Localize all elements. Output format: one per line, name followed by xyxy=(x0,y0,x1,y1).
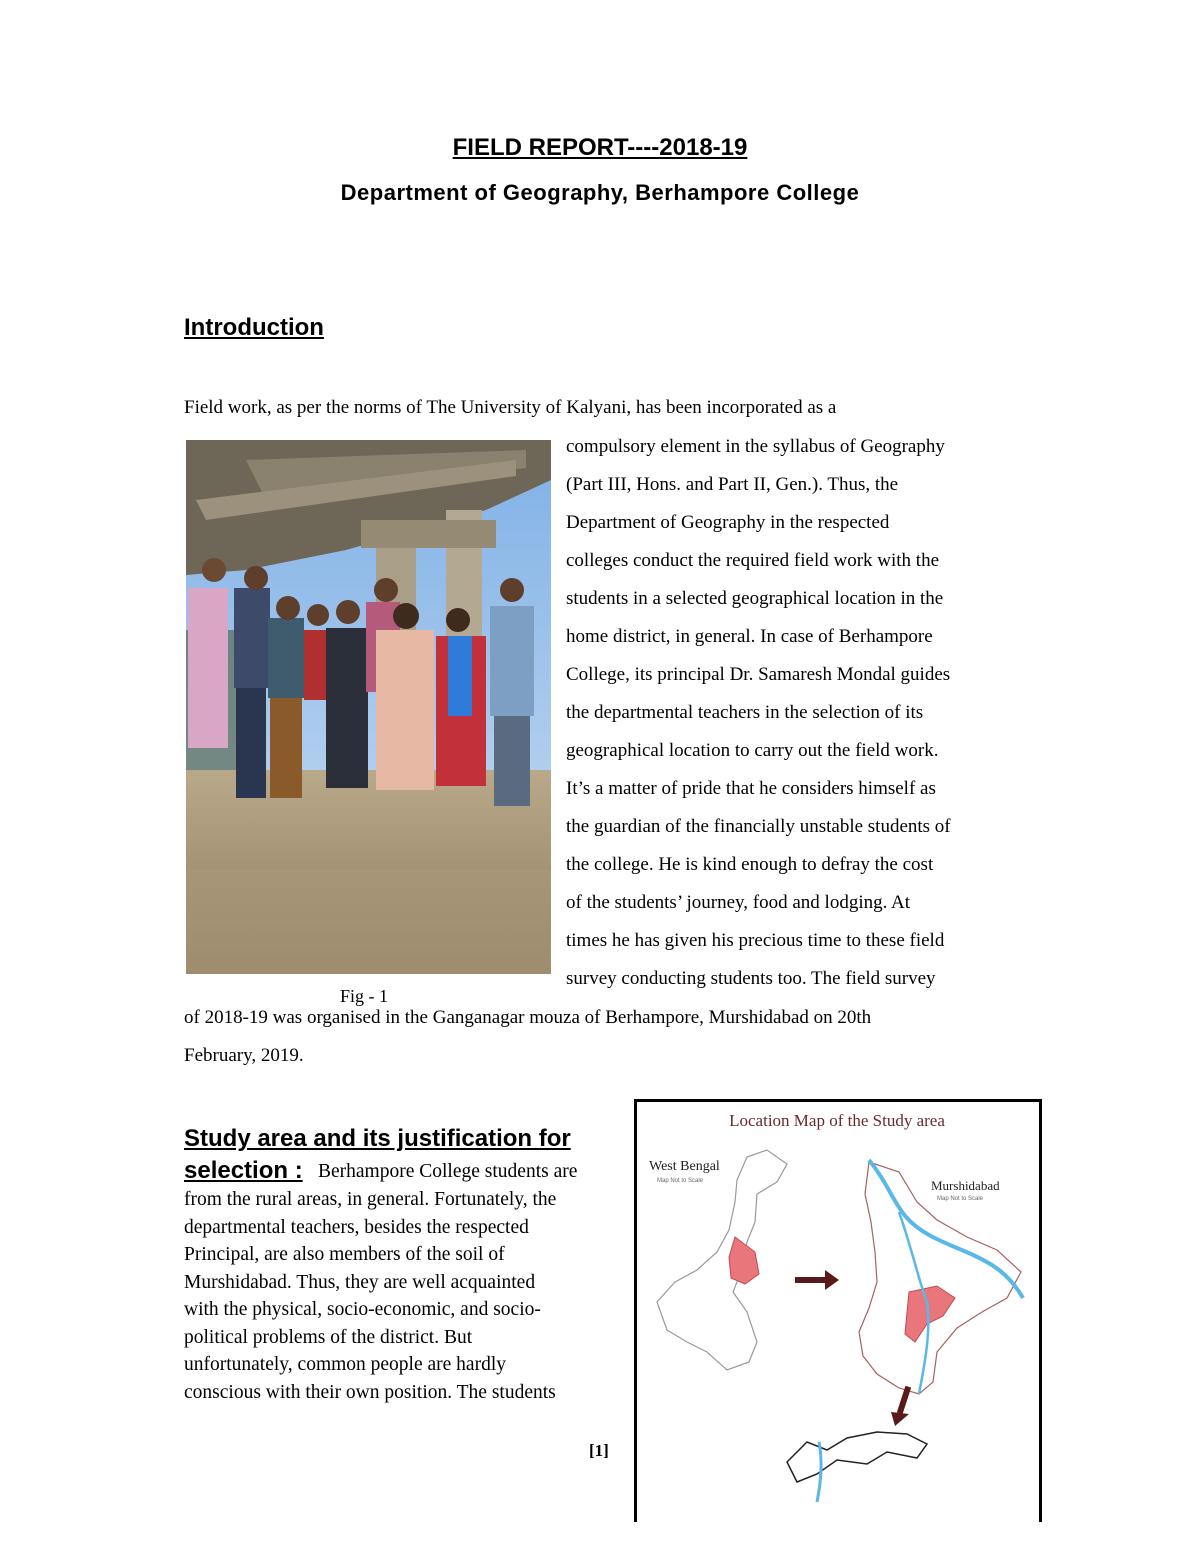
map-right-sublabel: Map Not to Scale xyxy=(937,1196,984,1202)
study-line: Berhampore College students are xyxy=(318,1161,578,1182)
study-area-heading-cont: selection : xyxy=(184,1157,303,1184)
intro-line: survey conducting students too. The field survey xyxy=(566,968,936,989)
intro-line: It’s a matter of pride that he considers himself as xyxy=(566,778,936,799)
intro-line: (Part III, Hons. and Part II, Gen.). Thus, the xyxy=(566,474,899,495)
intro-line: February, 2019. xyxy=(184,1045,304,1066)
arrow-down-icon xyxy=(891,1386,911,1426)
study-line: political problems of the district. But xyxy=(184,1327,473,1348)
study-area-heading: Study area and its justification for xyxy=(184,1125,571,1152)
study-line: conscious with their own position. The students xyxy=(184,1382,556,1403)
intro-line: times he has given his precious time to these field xyxy=(566,930,945,951)
study-line: departmental teachers, besides the respected xyxy=(184,1217,529,1238)
intro-line: Field work, as per the norms of The University of Kalyani, has been incorporated as a xyxy=(184,397,837,418)
study-line: Principal, are also members of the soil of xyxy=(184,1244,505,1265)
location-map xyxy=(634,1099,1042,1522)
location-map-illustration xyxy=(637,1102,1039,1522)
arrow-right-icon xyxy=(795,1270,839,1290)
map-left-sublabel: Map Not to Scale xyxy=(657,1178,704,1184)
study-line: unfortunately, common people are hardly xyxy=(184,1354,506,1375)
report-subtitle: Department of Geography, Berhampore College xyxy=(340,180,860,205)
intro-line: colleges conduct the required field work with the xyxy=(566,550,940,571)
field-photo-illustration xyxy=(186,440,551,974)
intro-line: compulsory element in the syllabus of Geography xyxy=(566,436,945,457)
map-left-label: West Bengal xyxy=(649,1159,720,1174)
murshidabad-highlight-small xyxy=(729,1237,759,1284)
intro-line: geographical location to carry out the field work. xyxy=(566,740,939,761)
intro-line: students in a selected geographical location in the xyxy=(566,588,944,609)
study-line: from the rural areas, in general. Fortunately, the xyxy=(184,1189,557,1210)
field-group-photo xyxy=(186,440,551,974)
intro-line: home district, in general. In case of Berhampore xyxy=(566,626,933,647)
intro-line: of the students’ journey, food and lodging. At xyxy=(566,892,911,913)
figure-caption: Fig - 1 xyxy=(340,986,389,1006)
intro-line: of 2018-19 was organised in the Ganganagar mouza of Berhampore, Murshidabad on 20th xyxy=(184,1007,872,1028)
intro-line: the departmental teachers in the selection of its xyxy=(566,702,924,723)
intro-line: College, its principal Dr. Samaresh Mondal guides xyxy=(566,664,951,685)
map-right-label: Murshidabad xyxy=(931,1178,1000,1193)
page-number: [1] xyxy=(589,1441,609,1460)
mouza-outline xyxy=(787,1432,927,1482)
report-title: FIELD REPORT----2018-19 xyxy=(452,134,748,161)
intro-line: Department of Geography in the respected xyxy=(566,512,890,533)
intro-line: the college. He is kind enough to defray the cost xyxy=(566,854,934,875)
study-line: with the physical, socio-economic, and socio- xyxy=(184,1299,541,1320)
intro-line: the guardian of the financially unstable students of xyxy=(566,816,951,837)
map-title: Location Map of the Study area xyxy=(729,1111,945,1130)
introduction-heading: Introduction xyxy=(184,314,324,341)
study-line: Murshidabad. Thus, they are well acquainted xyxy=(184,1272,536,1293)
